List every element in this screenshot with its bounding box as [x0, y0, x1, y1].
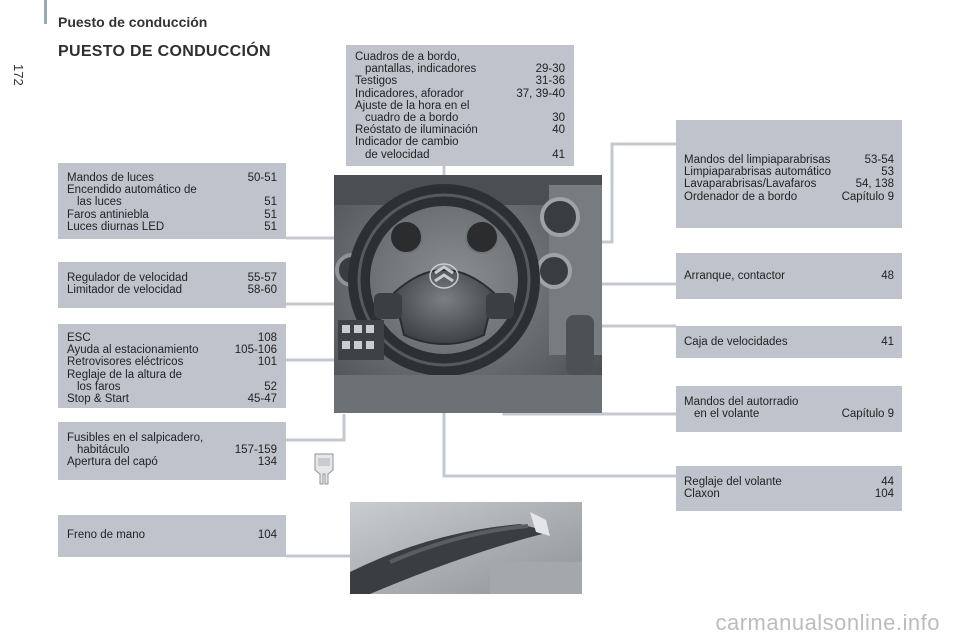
entry-page: 51 [264, 208, 277, 221]
entry-page: 101 [257, 356, 277, 369]
page-number: 172 [11, 64, 26, 86]
entry-page: 50-51 [247, 172, 277, 184]
section-header: Puesto de conducción [58, 14, 208, 30]
entry-page: 105-106 [234, 344, 277, 357]
entry-label: Faros antiniebla [67, 208, 149, 221]
index-entry [67, 444, 277, 456]
index-entry [684, 191, 894, 203]
entry-label: ESC [67, 332, 91, 344]
entry-label: Arranque, contactor [684, 270, 786, 282]
index-entry [684, 178, 894, 190]
entry-page: 53 [881, 166, 894, 179]
index-entry [67, 221, 277, 233]
index-entry [67, 381, 277, 393]
entry-label: Limpiaparabrisas automático [684, 166, 832, 179]
entry-page: 51 [264, 220, 277, 233]
page-title: PUESTO DE CONDUCCIÓN [58, 43, 271, 60]
index-entry [684, 336, 894, 348]
box-regulador [58, 262, 286, 308]
index-entry [684, 154, 894, 166]
index-entry [67, 184, 277, 196]
entry-page: 31-36 [535, 75, 565, 88]
index-entry [684, 396, 894, 408]
entry-label: habitáculo [77, 444, 130, 457]
entry-label: Cuadros de a bordo, [355, 51, 460, 63]
entry-page [559, 51, 565, 63]
entry-page [271, 184, 277, 196]
box-cuadros [346, 45, 574, 166]
entry-page: 54, 138 [855, 178, 894, 191]
box-volante [676, 466, 902, 511]
box-caja [676, 326, 902, 358]
index-entry [67, 332, 277, 344]
entry-page: 48 [881, 270, 894, 282]
entry-label: Apertura del capó [67, 456, 158, 469]
entry-page: Capítulo 9 [841, 408, 894, 421]
entry-page [271, 432, 277, 444]
entry-page: 40 [552, 124, 565, 137]
entry-label: Mandos de luces [67, 172, 154, 184]
entry-page: 104 [874, 488, 894, 501]
index-entry [684, 476, 894, 488]
entry-label: Mandos del limpiaparabrisas [684, 154, 831, 166]
entry-label: Ordenador de a bordo [684, 190, 798, 203]
entry-page: 29-30 [535, 63, 565, 76]
entry-page: 44 [881, 476, 894, 488]
watermark: carmanualsonline.info [715, 610, 940, 635]
box-luces [58, 163, 286, 239]
entry-label: Freno de mano [67, 529, 145, 541]
index-entry [355, 75, 565, 87]
index-entry [67, 393, 277, 405]
entry-label: Reglaje del volante [684, 476, 782, 488]
entry-label: Reglaje de la altura de [67, 368, 183, 381]
index-entry [67, 272, 277, 284]
handbrake-photo [350, 502, 582, 594]
fuse-icon [312, 452, 336, 486]
entry-page: 51 [264, 196, 277, 209]
entry-page: 41 [881, 336, 894, 348]
entry-page: 134 [257, 456, 277, 469]
entry-label: Encendido automático de [67, 184, 197, 197]
entry-page: 53-54 [864, 154, 894, 166]
entry-page: 45-47 [247, 393, 277, 406]
entry-label: Fusibles en el salpicadero, [67, 432, 204, 444]
entry-label: Ajuste de la hora en el [355, 99, 470, 112]
box-limpia [676, 120, 902, 228]
index-entry [67, 209, 277, 221]
index-entry [684, 166, 894, 178]
entry-page: 55-57 [247, 272, 277, 284]
entry-page: 30 [552, 112, 565, 125]
entry-page [271, 369, 277, 381]
index-entry [355, 63, 565, 75]
index-entry [355, 124, 565, 136]
entry-label: Testigos [355, 75, 398, 88]
entry-label: Mandos del autorradio [684, 396, 799, 408]
entry-label: Claxon [684, 488, 720, 501]
index-entry [355, 149, 565, 161]
entry-label: Ayuda al estacionamiento [67, 344, 199, 357]
entry-page [559, 100, 565, 112]
entry-page: 108 [257, 332, 277, 344]
entry-label: las luces [77, 196, 122, 209]
box-esc [58, 324, 286, 408]
index-entry [67, 196, 277, 208]
entry-label: Limitador de velocidad [67, 284, 183, 297]
entry-label: Luces diurnas LED [67, 220, 165, 233]
index-entry [67, 529, 277, 541]
index-entry [355, 136, 565, 148]
index-entry [684, 408, 894, 420]
entry-page [559, 136, 565, 148]
entry-label: Stop & Start [67, 393, 130, 406]
index-entry [67, 432, 277, 444]
entry-page: 52 [264, 380, 277, 393]
box-autorradio [676, 386, 902, 432]
entry-page [888, 396, 894, 408]
index-entry [67, 369, 277, 381]
entry-label: Lavaparabrisas/Lavafaros [684, 178, 817, 191]
index-entry [684, 270, 894, 282]
index-entry [67, 456, 277, 468]
entry-label: de velocidad [365, 148, 430, 161]
index-entry [684, 488, 894, 500]
index-entry [67, 172, 277, 184]
entry-page: Capítulo 9 [841, 190, 894, 203]
box-arranque [676, 253, 902, 299]
index-entry [67, 284, 277, 296]
index-entry [355, 100, 565, 112]
entry-label: Retrovisores eléctricos [67, 356, 184, 369]
dashboard-photo [334, 175, 602, 413]
index-entry [355, 88, 565, 100]
entry-page: 41 [552, 148, 565, 161]
entry-label: Reóstato de iluminación [355, 124, 478, 137]
entry-label: Regulador de velocidad [67, 272, 188, 284]
entry-page: 104 [257, 529, 277, 541]
entry-page: 58-60 [247, 284, 277, 297]
entry-page: 157-159 [234, 444, 277, 457]
index-entry [355, 51, 565, 63]
entry-label: Caja de velocidades [684, 336, 788, 348]
index-entry [355, 112, 565, 124]
box-freno [58, 515, 286, 557]
entry-label: los faros [77, 380, 121, 393]
index-entry [67, 344, 277, 356]
entry-label: Indicador de cambio [355, 136, 459, 149]
box-fusibles [58, 422, 286, 480]
entry-label: en el volante [694, 408, 760, 421]
leader-fusibles [286, 414, 344, 440]
entry-label: pantallas, indicadores [365, 63, 477, 76]
entry-label: Indicadores, aforador [355, 87, 464, 100]
entry-label: cuadro de a bordo [365, 112, 459, 125]
entry-page: 37, 39-40 [516, 87, 565, 100]
index-entry [67, 356, 277, 368]
